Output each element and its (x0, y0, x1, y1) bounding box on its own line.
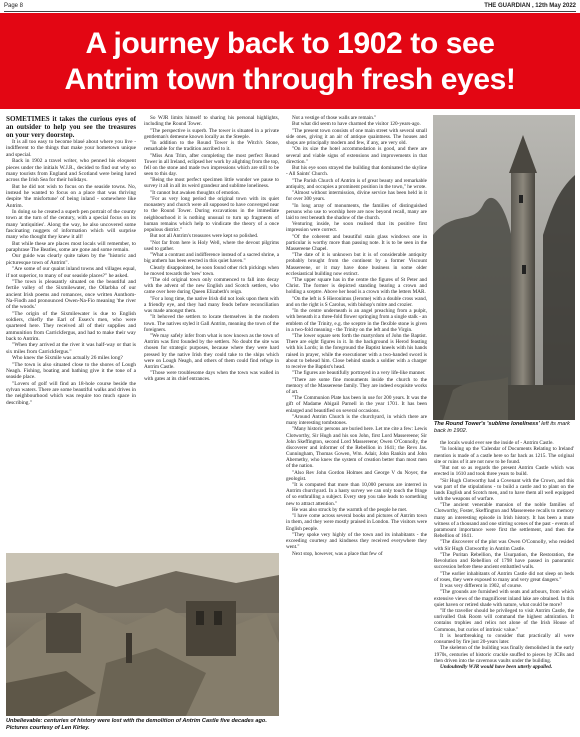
paragraph: Back in 1902 a travel writer, who penned his eloquent pieces under the initials W.J.R., decided to find out why so many tourists from England and Scotland were being lured across the Irish Sea for their holidays. (6, 158, 136, 184)
paragraph: "The perspective is superb. The tower is situated in a private gentleman's demesne known locally as the Steeple. (144, 127, 279, 140)
castle-caption: Unbelievable: centuries of history were lost with the demolition of Antrim Castle five decades ago. Pictures courtesy of Len Kirley. (6, 718, 267, 731)
paragraph: Not a vestige of those walls are remain." (292, 115, 377, 121)
paragraph: But his eye soon strayed the building that dominated the skyline - All Saints' Church. (286, 165, 427, 178)
paragraph: "Almost without intermission, divine service has been held in it for over 300 years. (286, 190, 427, 203)
paragraph: "Not far from here is Holy Well, where the devout pilgrims used to gather. (144, 239, 279, 252)
paragraph: "The Communion Plate has been in use for 200 years. It was the gift of Madame Abigail Parnell in the year 1701. It has been enlarged and beautified on several occasions. (286, 395, 427, 414)
masthead: THE GUARDIAN , 12th May 2022 (484, 3, 576, 9)
article-column-3 (286, 115, 427, 732)
paragraph: "The upper square has in the centre the figures of St Peter and Christ. The former is depicted standing bearing a crown and holding a sceptre. Above her head is a crown with the letters MAR. (286, 277, 427, 296)
paragraph: Who knew the Sixmile was actually 26 miles long? (12, 355, 123, 362)
paragraph: In doing so he created a superb pen portrait of the county town at the turn of the century, with a special focus on its many 'antiquities'. Along the way, he also uncovered some fascinating nuggets of information which will surprise many who thought they knew it all! (6, 209, 136, 241)
paragraph: Next stop, however, was a place that few of (292, 550, 383, 557)
paragraph: "In long array of monuments, the families of distinguished persons who use to worship here are now beyond recall, many are laid to rest beneath the shadow of the church. (286, 202, 427, 221)
paragraph: "For a long time, the native Irish did not look upon them with a friendly eye, and they had many feuds before reconciliation was made amongst them. (144, 295, 279, 315)
paragraph: "The present town consists of one main street with several small side ones, giving it an air of antique quaintness. The houses and shops are principally modern and few, if any, are very old. (286, 127, 427, 146)
paragraph: Venturing inside, he soon realised that its positive first impression were correct. (286, 221, 427, 234)
paragraph: "On its size the hotel accommodation is good, and there are several and viable signs of extensions and improvements in that direction." (286, 146, 427, 165)
paragraph: "The grounds are furnished with seats and arbours, from which extensive views of the magnificent inland lake are obtained. In this quiet haven or retired shade with nature, what could be more? (434, 589, 574, 608)
paragraph: "For as very long period the original town with its quiet monastery and church were all supposed to have converged near to the Round Tower. During excavations in the immediate neighbourhood it is nothing unusual to turn up fragments of human remains which help to vindicate the theory of a once populous district." (144, 196, 279, 233)
paragraph: But what did seem to have charmed the visitor 120-years-ago. (292, 121, 421, 128)
paragraph: "Sir Hugh Clotworthy had a Covenant with the Crown, and this was part of the stipulations - to build a castle and to plant on the lands English and Scotch men, and to have them all well equipped with the weapons of warfare. (434, 477, 574, 502)
paragraph: the locals would ever see the inside of - Antrim Castle. (440, 440, 554, 446)
paragraph: "But not so as regards the present Antrim Castle which was erected in 1610 and took three years to build. (434, 465, 574, 478)
paragraph: "The town is pleasantly situated on the beautiful and fertile valley of the Sixmilewater, the Ollarbha of our ancient Irish poems and romances, once written Aunthom-Na-Fiodh and pronounced Owen-Na-Fio meaning 'the river of the woods.' (6, 279, 136, 311)
paragraph: "There are some fine monuments inside the church to the memory of the Massereene family. They are indeed exquisite works of art. (286, 376, 427, 395)
paragraph: "Around Antrim Church is the churchyard, in which there are many interesting tombstones. (286, 413, 427, 427)
tower-caption-bold: The Round Tower's 'sublime loneliness' (434, 421, 540, 427)
paragraph: But he did not wish to focus on the seaside towns. No, instead he wanted to focus on a place that was thriving despite 'the misfortune' of being inland - somewhere like Antrim. (6, 183, 136, 209)
paragraph: "The figures are beautifully portrayed in a very life-like manner. (292, 370, 426, 377)
paragraph: "If the traveller should be privileged to visit Antrim Castle, the unrivalled Oak Room will command the highest admiration. It contains trophies and relics not alone of the Irish House of Commons, but curios of intrinsic value." (434, 608, 574, 633)
article-column-2 (144, 115, 279, 545)
paragraph: "Lovers of golf will find an 18-hole course beside the sylvan waters. There are some beautiful walks and drives in the neighbourhood which was require too much space in describing." (6, 380, 136, 406)
page-number: Page 8 (4, 3, 24, 9)
paragraph: It is all too easy to become blasé about where you live - indifferent to the things that make your hometown unique and special. (6, 139, 136, 158)
headline-banner (0, 13, 580, 109)
tower-caption-rest: left its mark back in 1902. (434, 421, 570, 434)
paragraph: "In the centre underneath is an angel preaching from a pulpit, with beneath it a three-fold flower springing from a single stalk - an emblem of the Trinity, e.g. the sceptre in the flexible stone is given in a two-fold meaning - the Trinity on the left and the Virgin. (286, 308, 427, 333)
paragraph: "The date of it is unknown but it is of considerable antiquity probably brought from the continent by a former Viscount Massereene, or it may have done business in some older ecclesiastical building now extinct. (286, 252, 427, 277)
tower-caption (434, 421, 574, 434)
paragraph: "Many historic persons are buried here. Let me cite a few: Lewis Clotworthy, Sir Hugh and his son John, first Lord Massereene; Sir John Skeffington, second Lord Massereene; Owen O'Connolly, the discoverer and informer of the Rebellion in 1641; the Revs Jas. Cunningham, Thomas Gowen, Wm. Adair, John Rankin and John Abernethy, who knew the system of creation better than most men of the nation. (286, 426, 427, 470)
paragraph: "It is computed that more than 10,000 persons are interred in Antrim churchyard. In a hasty survey we can only touch the fringe of so enthralling a subject. Every step you take leads to something new to attract attention." (286, 482, 427, 507)
paragraph: "They spoke very highly of the town and its inhabitants - the exceeding courtesy and kindness they received everywhere they went." (286, 531, 427, 551)
paragraph: "In looking up the 'Calendar of Documents Relating to Ireland' mention is made of a castle here so far back as 1215. The original site or ruins of it are not now to be found. (434, 446, 574, 465)
paragraph: "Being the most perfect specimen little wonder we pause to survey it all in all its weird grandeur and sublime loneliness. (144, 177, 279, 190)
paragraph: "Those were troublesome days when the town was walled in with gates at its chief entrances. (144, 370, 279, 383)
paragraph: "The origin of the Sixmilewater is due to English soldiers, chiefly the Earl of Essex's men, who were quartered here. They received all of their supplies and ammunition from Carrickfergus, and had to make their way back to Antrim. (6, 310, 136, 342)
paragraph: "Also Rev John Gordon Holmes and George V du Noyer, the geologist. (286, 469, 427, 482)
paragraph: "It cannot but awaken thoughts of emotion. (150, 189, 240, 196)
paragraph: "The town is also situated close to the shores of Lough Neagh. Fishing, boating and bathing give it the tone of a seaside place. (6, 361, 136, 381)
paragraph: "In addition to the Round Tower is the Witch's Stone, remarkable for the tradition ascribed to it. (144, 140, 279, 153)
paragraph: "On the left is S Hieronimus (Jerome) with a double cross wand, and on the right is S Carolus, with bishop's mitre and crozier. (286, 295, 427, 308)
paragraph: "The lower square sets forth the martyrdom of John the Baptist. There are eight figures in it. In the background is Herod feasting with his Lords; in the foreground the Baptist kneels with his hands raised in prayer, while the executioner with a two-handed sword is about to behead him. Close behind stands a soldier with a charger to receive the Baptist's head. (286, 333, 427, 370)
paragraph: "We may safely infer from what is now known as the town of Antrim was first founded by the settlers. No doubt the site was chosen for strategic purposes, because where they were hard pressed by the native Irish they could take to the ships which were on Lough Neagh, and others of them could find refuge in Antrim Castle. (144, 333, 279, 370)
round-tower-photo (433, 115, 575, 420)
paragraph: The skeleton of the building was finally demolished in the early 1970s, centuries of historic crackle snuffed to pieces by JCBs and then driven into the cavernous vaults under the building. (434, 645, 574, 664)
paragraph: "The old original town only commenced to fall into decay with the advent of the new English and Scotch settlers, who came over here during Queen Elizabeth's reign. (144, 277, 279, 296)
paragraph: "The Puritan Rebellion, the Usurpation, the Restoration, the Revolution and Rebellion of 1798 have passed in panoramic succession before these ancient embattled walls. (434, 551, 574, 571)
paragraph: He was also struck by the warmth of the people he met. (292, 506, 408, 513)
paragraph: But not all Antrim's treasures were kept so polished. (150, 233, 259, 240)
article-column-1 (6, 115, 136, 553)
paragraph: It was very different in 1902, of course. (440, 583, 523, 590)
paragraph: "The Parish Church of Antrim is of great beauty and remarkable antiquity, and occupies a prominent position in the town," he wrote. (286, 177, 427, 190)
paragraph: "Of the coherent and beautiful stain glass windows one in particular is worthy more than passing note. It is to be seen in the Massereene Chapel. (286, 233, 427, 252)
paragraph: But while these are places most locals will remember, to paraphrase The Beatles, some are gone and some remain. (6, 240, 136, 253)
headline-line-2: Antrim town through fresh eyes! (64, 63, 516, 96)
paragraph: "The discoverer of the plot was Owen O'Connolly, who resided with Sir Hugh Clotworthy in Antrim Castle. (434, 539, 574, 552)
paragraph: "What a contrast and indifference instead of a sacred shrine, a big anthem has been erected in this quiet haven." (144, 252, 279, 265)
article-column-4 (434, 440, 574, 730)
closing-line: Undoubtedly WJR would have been utterly appalled. (440, 664, 553, 671)
paragraph: It is heartbreaking to consider that practically all were consumed by fire just 20-years later. (434, 632, 574, 646)
paragraph: "The earlier inhabitants of Antrim Castle did not sleep on beds of roses, they were exposed to many and very great dangers." (434, 570, 574, 583)
paragraph: "The ancient venerable mansion of the noble families of Clotworthy, Foster, Skeffington and Massereene recalls to memory many an interesting episode in Irish history. It has been a mute witness of a thousand and one stirring scenes of the past - events of paramount importance were first the settlement, and then the Rebellion of 1641. (434, 502, 574, 540)
paragraph: "I have come across several books and pictures of Antrim town in them, and they were mostly praised in London. The visitors were English people. (286, 513, 427, 532)
article-intro: SOMETIMES it takes the curious eyes of an outsider to help you see the treasures on your very doorstep. (6, 115, 136, 139)
paragraph: So WJR limits himself to sharing his personal highlights, including the Round Tower. (144, 115, 279, 128)
paragraph: Clearly disappointed, he soon found other rich pickings when he moved towards the 'new' town. (144, 264, 279, 277)
paragraph: "Are some of our quaint inland towns and villages equal, if not superior, to many of our seaside places?" he asked. (6, 266, 136, 279)
paragraph: "It behoved the settlers to locate themselves in the modern town. The natives styled it Gall Antrim, meaning the town of the foreigners. (144, 314, 279, 333)
paragraph: "Miss Ann Trim, after completing the most perfect Round Tower in all Ireland, eclipsed her work by alighting from the top, fell on the stone and made two impressions which are still to be seen to this day. (144, 152, 279, 177)
paragraph: Our guide was clearly quite taken by the "historic and picturesque town of Antrim". (6, 253, 136, 266)
page-header (4, 3, 576, 12)
castle-ruins-photo (6, 553, 279, 716)
headline-line-1: A journey back to 1902 to see (85, 27, 495, 60)
paragraph: "When they arrived at the river it was half-way or that is six miles from Carrickfergus." (6, 342, 136, 355)
